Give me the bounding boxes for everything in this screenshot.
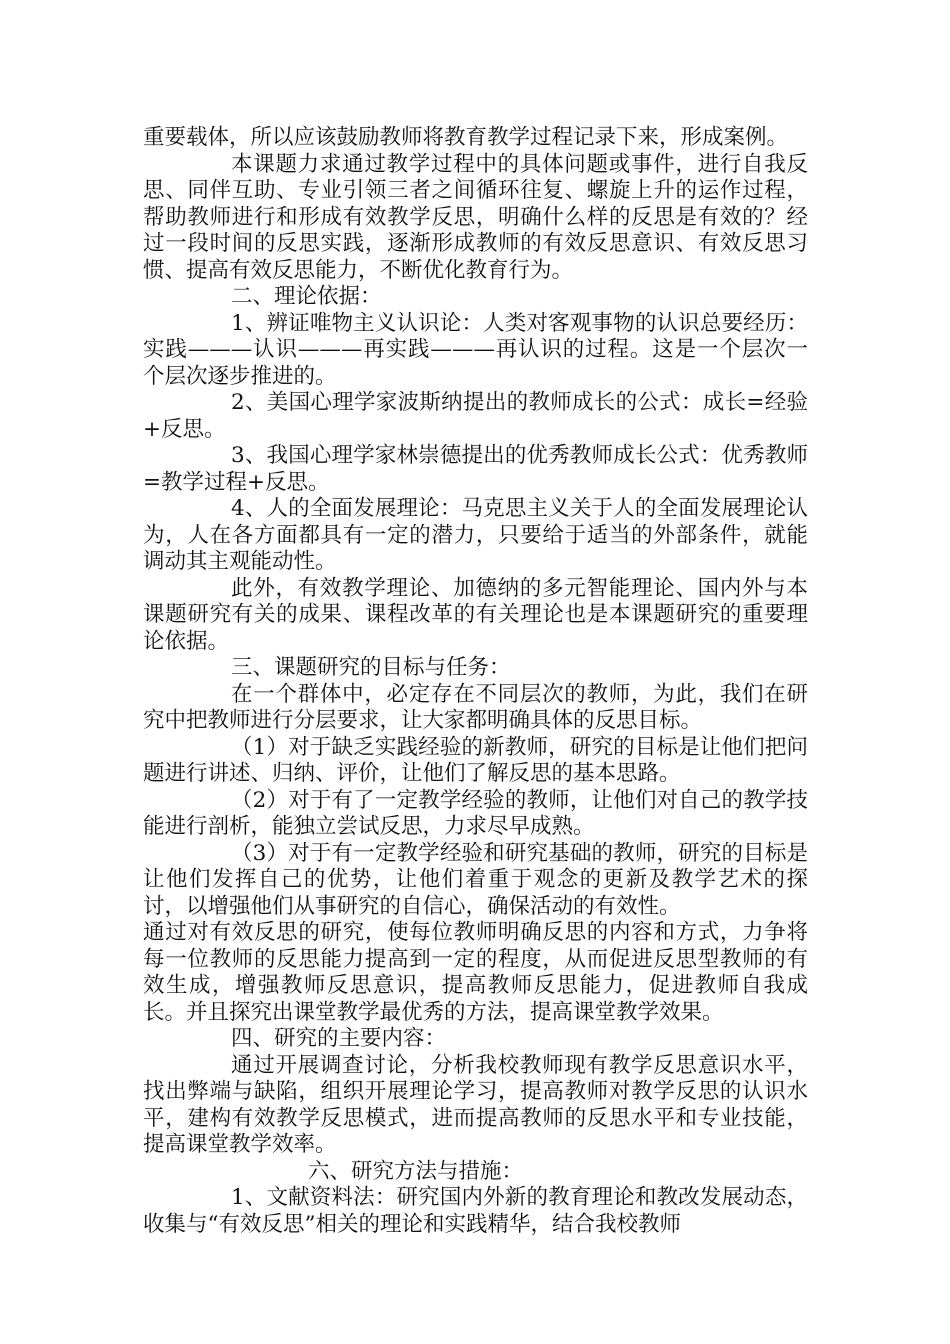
body-paragraph: 1、辨证唯物主义认识论：人类对客观事物的认识总要经历：实践———认识———再实践———再认识的过程。这是一个层次一个层次逐步推进的。 [143,310,808,389]
body-paragraph: 3、我国心理学家林崇德提出的优秀教师成长公式：优秀教师=教学过程+反思。 [143,443,808,495]
body-paragraph: 本课题力求通过教学过程中的具体问题或事件，进行自我反思、同伴互助、专业引领三者之间循环往复、螺旋上升的运作过程，帮助教师进行和形成有效教学反思，明确什么样的反思是有效的？经过一段时间的反思实践，逐渐形成教师的有效反思意识、有效反思习惯、提高有效反思能力，不断优化教育行为。 [143,151,808,283]
body-paragraph: 4、人的全面发展理论：马克思主义关于人的全面发展理论认为，人在各方面都具有一定的潜力，只要给于适当的外部条件，就能调动其主观能动性。 [143,496,808,574]
body-paragraph: 在一个群体中，必定存在不同层次的教师，为此，我们在研究中把教师进行分层要求，让大家都明确具体的反思目标。 [143,681,808,733]
section-heading: 三、课题研究的目标与任务： [231,655,511,680]
body-paragraph: （1）对于缺乏实践经验的新教师，研究的目标是让他们把问题进行讲述、归纳、评价，让他们了解反思的基本思路。 [143,734,808,786]
body-paragraph: 通过开展调查讨论，分析我校教师现有教学反思意识水平，找出弊端与缺陷，组织开展理论学习，提高教师对教学反思的认识水平，建构有效教学反思模式，进而提高教师的反思水平和专业技能，提高课堂教学效率。 [143,1052,808,1157]
section-heading: 四、研究的主要内容： [231,1026,447,1051]
body-paragraph: 重要载体，所以应该鼓励教师将教育教学过程记录下来，形成案例。 [143,125,789,150]
body-paragraph: （2）对于有了一定教学经验的教师，让他们对自己的教学技能进行剖析，能独立尝试反思，力求尽早成熟。 [143,787,808,839]
body-paragraph: 2、美国心理学家波斯纳提出的教师成长的公式：成长=经验+反思。 [143,390,808,442]
body-paragraph: 此外，有效教学理论、加德纳的多元智能理论、国内外与本课题研究有关的成果、课程改革的有关理论也是本课题研究的重要理论依据。 [143,575,808,654]
section-heading: 二、理论依据： [231,284,382,309]
section-heading: 六、研究方法与措施： [308,1158,524,1184]
body-paragraph: 通过对有效反思的研究，使每位教师明确反思的内容和方式，力争将每一位教师的反思能力提高到一定的程度，从而促进反思型教师的有效生成，增强教师反思意识，提高教师反思能力，促进教师自我成长。并且探究出课堂教学最优秀的方法，提高课堂教学效果。 [143,920,808,1025]
document-page [143,125,808,1238]
body-paragraph: （3）对于有一定教学经验和研究基础的教师，研究的目标是让他们发挥自己的优势，让他们着重于观念的更新及教学艺术的探讨，以增强他们从事研究的自信心，确保活动的有效性。 [143,840,808,919]
body-paragraph: 1、文献资料法：研究国内外新的教育理论和教改发展动态，收集与“有效反思”相关的理论和实践精华，结合我校教师 [143,1185,808,1237]
